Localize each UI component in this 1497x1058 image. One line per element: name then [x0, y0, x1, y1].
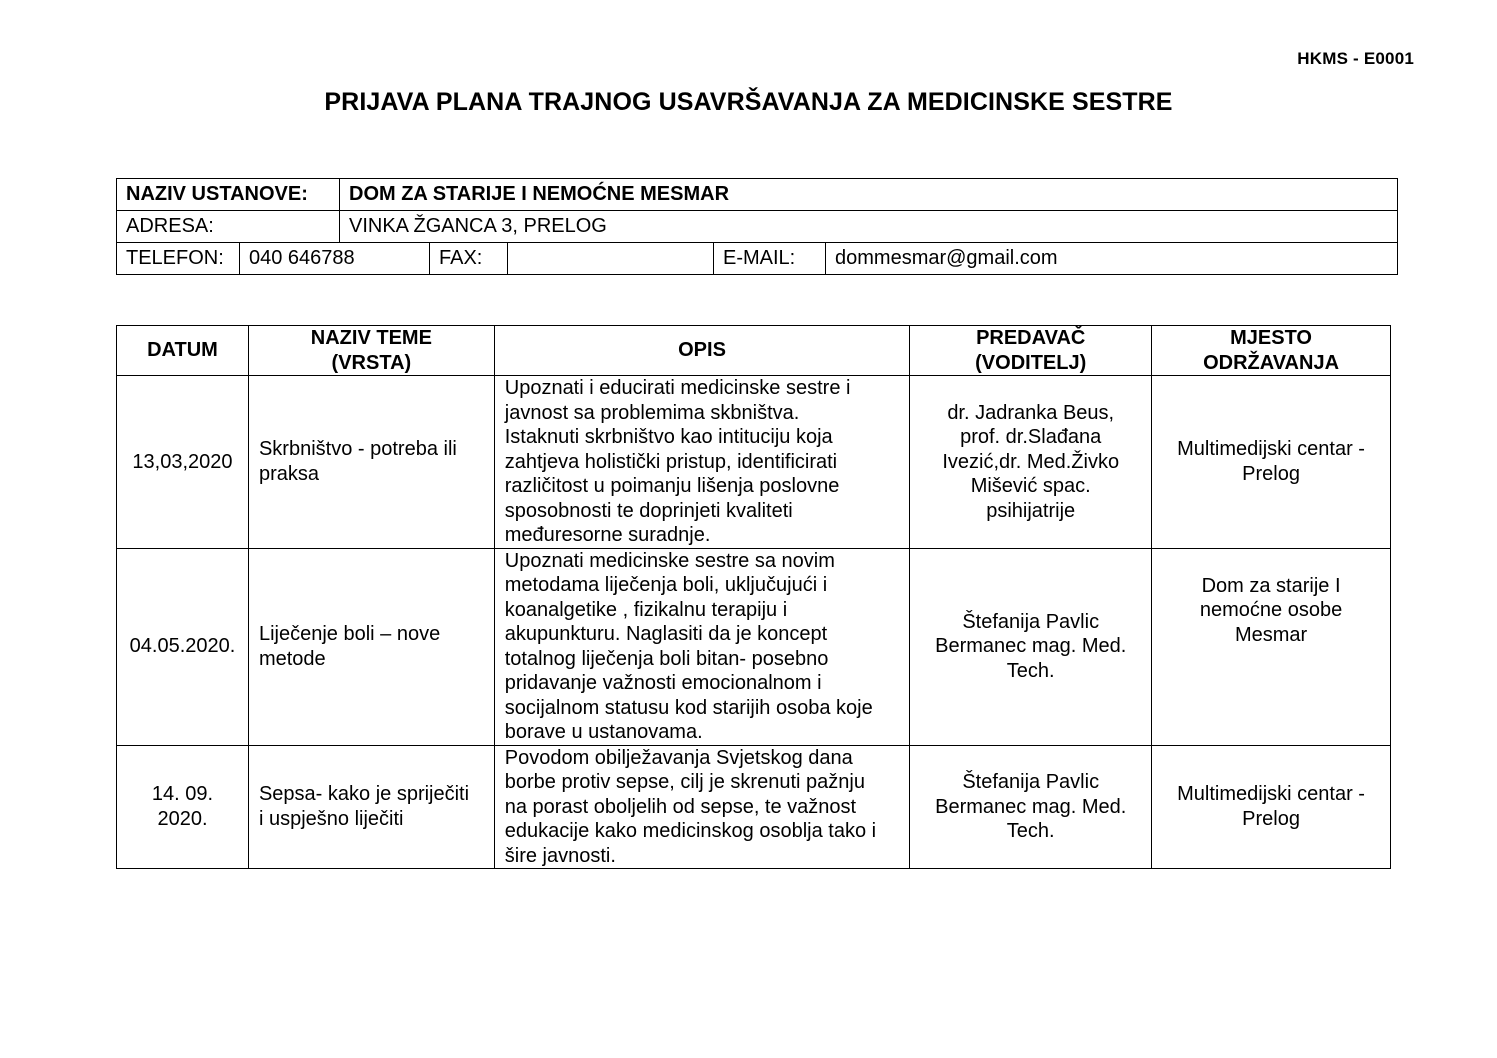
description-line: borave u ustanovama.: [504, 721, 703, 743]
education-plan-table: [116, 325, 1391, 869]
place-cell: [1152, 548, 1391, 745]
description-line: Istaknuti skrbništvo kao intituciju koja: [504, 426, 833, 448]
column-header-lecturer: [910, 326, 1152, 376]
description-line: borbe protiv sepse, cilj je skrenuti pažnju: [504, 771, 865, 793]
column-header-place-line2: ODRŽAVANJA: [1203, 351, 1340, 374]
lecturer-line: prof. dr.Slađana: [960, 426, 1102, 448]
description-line: totalnog liječenja boli bitan- posebno: [504, 647, 829, 670]
column-header-date-text: DATUM: [147, 339, 218, 362]
fax-value: [508, 243, 714, 275]
date-cell: [117, 548, 249, 745]
plan-header-row: [117, 326, 1391, 376]
page-title: PRIJAVA PLANA TRAJNOG USAVRŠAVANJA ZA MEDICINSKE SESTRE: [324, 88, 1173, 116]
place-line: Multimedijski centar -: [1177, 783, 1365, 806]
column-header-topic-line1: NAZIV TEME: [310, 327, 432, 349]
date-line: 13,03,2020: [132, 450, 233, 473]
phone-value: 040 646788: [240, 243, 430, 275]
column-header-place-line1: MJESTO: [1230, 327, 1312, 349]
phone-label: TELEFON:: [117, 243, 240, 275]
date-cell: [117, 745, 249, 869]
topic-line: metode: [258, 647, 326, 670]
column-header-lecturer-line2: (VODITELJ): [975, 351, 1087, 374]
topic-line: i uspješno liječiti: [258, 807, 404, 830]
place-cell: [1152, 745, 1391, 869]
topic-line: praksa: [258, 462, 319, 485]
description-line: zahtjeva holistički pristup, identificirati: [504, 450, 838, 473]
institution-name-label: NAZIV USTANOVE:: [117, 179, 340, 211]
institution-table: [116, 178, 1398, 275]
topic-line: Liječenje boli – nove: [258, 623, 441, 645]
description-line: na porast oboljelih od sepse, te važnost: [504, 795, 857, 818]
description-line: međuresorne suradnje.: [504, 524, 711, 546]
description-cell: [494, 376, 910, 549]
column-header-place: [1152, 326, 1391, 376]
place-line: Multimedijski centar -: [1177, 438, 1365, 461]
lecturer-line: Štefanija Pavlic: [962, 771, 1100, 793]
institution-address-row: [117, 211, 1398, 243]
description-line: koanalgetike , fizikalnu terapiju i: [504, 598, 788, 621]
description-line: Upoznati medicinske sestre sa novim: [504, 549, 835, 572]
place-line: Prelog: [1242, 807, 1300, 830]
institution-name-row: [117, 179, 1398, 211]
description-cell: [494, 745, 910, 869]
lecturer-line: Bermanec mag. Med.: [935, 795, 1127, 818]
topic-line: Sepsa- kako je spriječiti: [258, 783, 470, 806]
description-line: socijalnom statusu kod starijih osoba koje: [504, 696, 873, 719]
description-line: metodama liječenja boli, uključujući i: [504, 574, 828, 596]
column-header-topic: [248, 326, 494, 376]
description-cell: [494, 548, 910, 745]
lecturer-line: Ivezić,dr. Med.Živko: [942, 450, 1120, 473]
topic-cell: [248, 548, 494, 745]
description-line: šire javnosti.: [504, 844, 616, 867]
place-line: Prelog: [1242, 462, 1300, 485]
date-cell: [117, 376, 249, 549]
place-cell: [1152, 376, 1391, 549]
lecturer-cell: [910, 548, 1152, 745]
place-line: Mesmar: [1234, 623, 1308, 646]
description-line: edukacije kako medicinskog osoblja tako i: [504, 820, 877, 842]
description-line: Upoznati i educirati medicinske sestre i: [504, 377, 851, 399]
description-line: javnost sa problemima skbništva.: [504, 401, 800, 424]
lecturer-line: Tech.: [1006, 659, 1055, 682]
lecturer-line: Bermanec mag. Med.: [935, 635, 1127, 658]
column-header-date: [117, 326, 249, 376]
column-header-description-text: OPIS: [678, 339, 726, 362]
fax-label: FAX:: [430, 243, 508, 275]
place-line: nemoćne osobe: [1199, 599, 1343, 621]
institution-name-value: DOM ZA STARIJE I NEMOĆNE MESMAR: [340, 179, 1398, 211]
lecturer-cell: [910, 376, 1152, 549]
description-line: sposobnosti te doprinjeti kvaliteti: [504, 499, 793, 522]
email-value: dommesmar@gmail.com: [826, 243, 1398, 275]
lecturer-line: Tech.: [1006, 820, 1055, 842]
date-line: 2020.: [157, 807, 208, 830]
table-row: [117, 745, 1391, 869]
address-value: VINKA ŽGANCA 3, PRELOG: [340, 211, 1398, 243]
email-label: E-MAIL:: [714, 243, 826, 275]
date-line: 04.05.2020.: [129, 635, 236, 658]
institution-contact-row: [117, 243, 1398, 275]
column-header-lecturer-line1: PREDAVAČ: [976, 327, 1086, 349]
lecturer-cell: [910, 745, 1152, 869]
description-line: različitost u poimanju lišenja poslovne: [504, 475, 840, 497]
lecturer-line: psihijatrije: [986, 499, 1076, 522]
lecturer-line: dr. Jadranka Beus,: [947, 401, 1115, 424]
place-line: Dom za starije I: [1201, 574, 1341, 597]
date-line: 14. 09.: [151, 783, 214, 806]
description-line: akupunkturu. Naglasiti da je koncept: [504, 623, 828, 645]
topic-line: Skrbništvo - potreba ili: [258, 438, 457, 461]
column-header-description: [494, 326, 910, 376]
column-header-topic-line2: (VRSTA): [331, 351, 412, 374]
form-code: HKMS - E0001: [1297, 49, 1414, 68]
lecturer-line: Štefanija Pavlic: [962, 610, 1100, 633]
address-label: ADRESA:: [117, 211, 340, 243]
table-row: [117, 548, 1391, 745]
description-line: pridavanje važnosti emocionalnom i: [504, 672, 822, 694]
table-row: [117, 376, 1391, 549]
topic-cell: [248, 376, 494, 549]
description-line: Povodom obilježavanja Svjetskog dana: [504, 746, 853, 769]
topic-cell: [248, 745, 494, 869]
lecturer-line: Mišević spac.: [970, 475, 1091, 497]
